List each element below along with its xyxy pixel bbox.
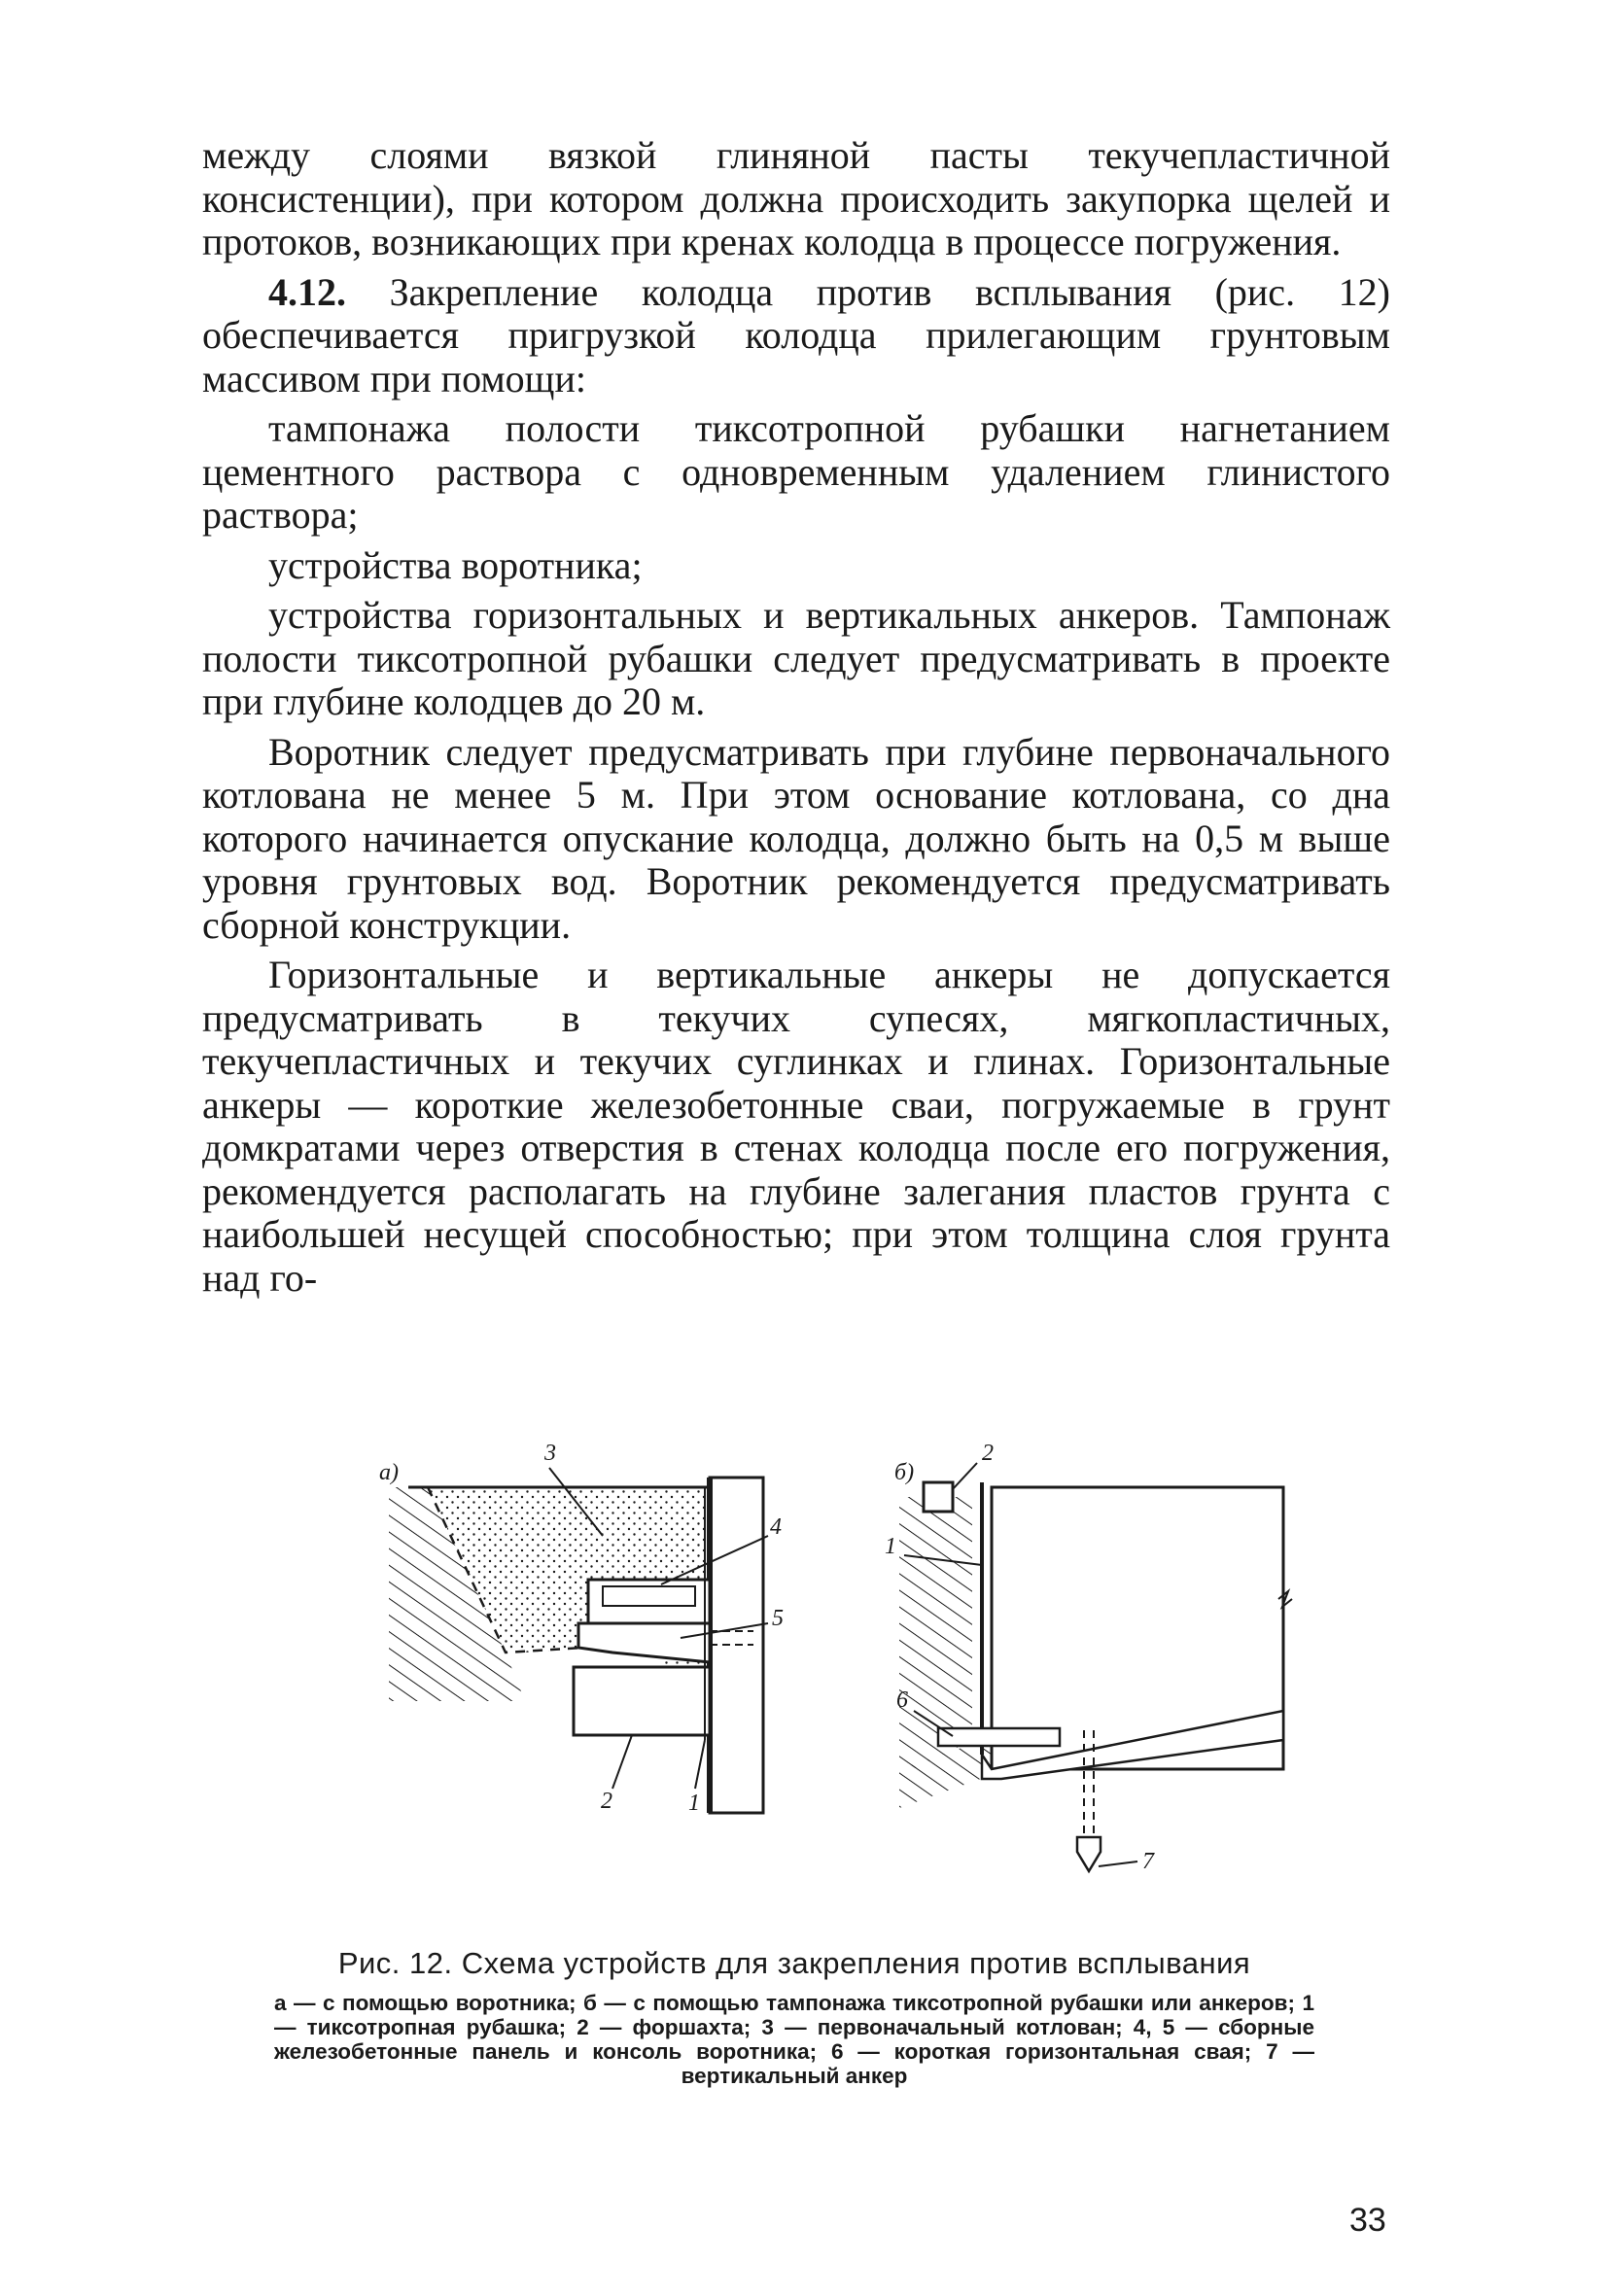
list-item: устройства горизонтальных и вертикальных анкеров. Тампонаж полости тиксотропной рубашки следует предусматривать в проекте при глубине колодцев до 20 м. xyxy=(202,593,1390,723)
callout-b-1: 1 xyxy=(885,1534,896,1559)
caption-legend: а — с помощью воротника; б — с помощью тампонажа тиксотропной рубашки или анкеров; 1 — тиксотропная рубашка; 2 — форшахта; 3 — первоначальный котлован; 4, 5 — сборные железобетонные панель и консоль воротника; 6 — короткая горизонтальная свая; 7 — вертикальный анкер xyxy=(274,1991,1314,2088)
collar-console xyxy=(578,1623,710,1662)
clause-number: 4.12. xyxy=(268,269,346,314)
paragraph-4-12 xyxy=(202,271,1390,401)
list-item: тампонажа полости тиксотропной рубашки нагнетанием цементного раствора с одновременным удалением глинистого раствора; xyxy=(202,406,1390,537)
paragraph: Воротник следует предусматривать при глубине первоначального котлована не менее 5 м. При этом основание котлована, со дна которого начинается опускание колодца, должно быть на 0,5 м выше уровня грунтовых вод. Воротник рекомендуется предусматривать сборной конструкции. xyxy=(202,729,1390,947)
body-text xyxy=(202,134,1390,1300)
callout-b-2: 2 xyxy=(982,1441,994,1466)
callout-3: 3 xyxy=(544,1441,556,1466)
paragraph-text: Закрепление колодца против всплывания (рис. 12) обеспечивается пригрузкой колодца прилегающим грунтовым массивом при помощи: xyxy=(202,269,1390,400)
panel-a xyxy=(379,1441,784,1816)
vertical-anchor xyxy=(1077,1837,1101,1871)
callout-b-7: 7 xyxy=(1142,1849,1154,1874)
paragraph: между слоями вязкой глиняной пасты текучепластичной консистенции), при котором должна происходить закупорка щелей и протоков, возникающих при кренах колодца в процессе погружения. xyxy=(202,133,1390,263)
horizontal-pile xyxy=(938,1728,1060,1746)
figure-12 xyxy=(369,1419,1303,1944)
callout-5: 5 xyxy=(772,1606,784,1631)
forshakhta xyxy=(574,1667,710,1735)
panel-b-label: б) xyxy=(894,1460,915,1485)
figure-caption xyxy=(274,1944,1314,2088)
list-item: устройства воротника; xyxy=(268,542,643,587)
figure-12-drawing xyxy=(369,1419,1303,1944)
panel-a-label: а) xyxy=(379,1460,399,1485)
callout-4: 4 xyxy=(770,1514,782,1540)
callout-1: 1 xyxy=(688,1791,700,1816)
callout-2: 2 xyxy=(601,1789,612,1814)
panel-b xyxy=(885,1441,1292,1874)
caption-title: Рис. 12. Схема устройств для закрепления против всплывания xyxy=(337,1946,1251,1980)
paragraph: Горизонтальные и вертикальные анкеры не допускается предусматривать в текучих супесях, мягкопластичных, текучепластичных и текучих суглинках и глинах. Горизонтальные анкеры — короткие железобетонные сваи, погружаемые в грунт домкратами через отверстия в стенах колодца после его погружения, рекомендуется располагать на глубине залегания пластов грунта с наибольшей несущей способностью; при этом толщина слоя грунта над го- xyxy=(202,953,1390,1300)
callout-b-6: 6 xyxy=(896,1687,908,1713)
page-number: 33 xyxy=(1349,2202,1386,2239)
